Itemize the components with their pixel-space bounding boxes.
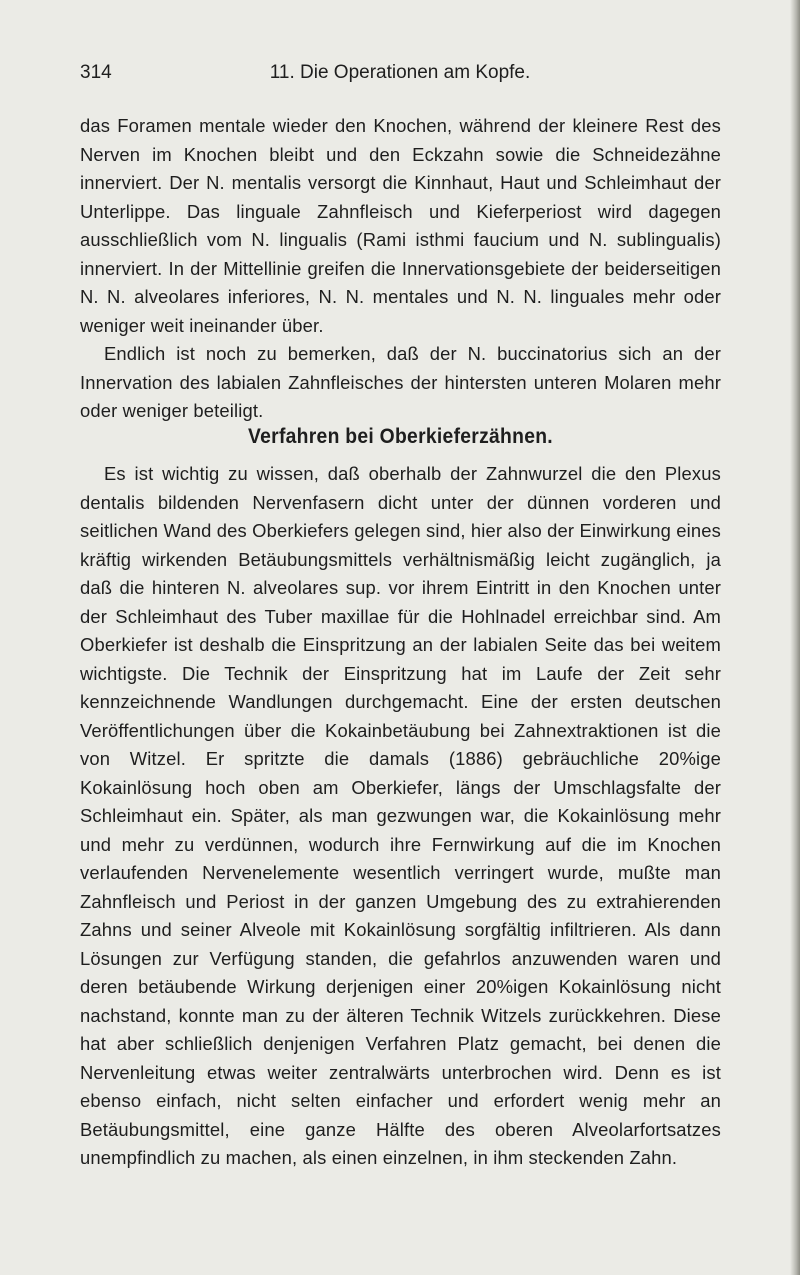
running-header [80, 62, 720, 92]
section-heading: Verfahren bei Oberkieferzähnen. [248, 425, 553, 448]
page-number: 314 [80, 62, 112, 83]
paragraph: Es ist wichtig zu wissen, daß oberhalb der Zahnwurzel die den Plexus dentalis bildenden Nervenfasern dicht unter der dünnen vorderen und seitlichen Wand des Oberkiefers gelegen sind, hier also der Einwirkung eines kräftig wirkenden Betäubungsmittels verhältnismäßig leicht zugänglich, ja daß die hinteren N. alveolares sup. vor ihrem Eintritt in den Knochen unter der Schleimhaut des Tuber maxillae für die Hohlnadel erreichbar sind. Am Oberkiefer ist deshalb die Einspritzung an der labialen Seite das bei weitem wichtigste. Die Technik der Einspritzung hat im Laufe der Zeit sehr kennzeichnende Wandlungen durchgemacht. Eine der ersten deutschen Veröffentlichungen über die Kokainbetäubung bei Zahnextraktionen ist die von Witzel. Er spritzte die damals (1886) gebräuchliche 20%ige Kokainlösung hoch oben am Oberkiefer, längs der Umschlagsfalte der Schleimhaut ein. Später, als man gezwungen war, die Kokainlösung mehr und mehr zu verdünnen, wodurch ihre Fernwirkung auf die im Knochen verlaufenden Nervenelemente wesentlich verringert wurde, mußte man Zahnfleisch und Periost in der ganzen Umgebung des zu extrahierenden Zahns und seiner Alveole mit Kokainlösung sorgfältig infiltrieren. Als dann Lösungen zur Verfügung standen, die gefahrlos anzuwenden waren und deren betäubende Wirkung derjenigen einer 20%igen Kokainlösung nicht nachstand, konnte man zu der älteren Technik Witzels zurückkehren. Diese hat aber schließlich denjenigen Verfahren Platz gemacht, bei denen die Nervenleitung etwas weiter zentralwärts unterbrochen wird. Denn es ist ebenso einfach, nicht selten einfacher und erfordert wenig mehr an Betäubungsmittel, eine ganze Hälfte des oberen Alveolarfortsatzes unempfindlich zu machen, als einen einzelnen, in ihm steckenden Zahn. [80, 463, 721, 1168]
body-text-section [80, 460, 721, 1173]
paragraph: das Foramen mentale wieder den Knochen, während der kleinere Rest des Nerven im Knochen bleibt und den Eckzahn sowie die Schneidezähne innerviert. Der N. mentalis versorgt die Kinnhaut, Haut und Schleimhaut der Unterlippe. Das linguale Zahnfleisch und Kieferperiost wird dagegen ausschließlich vom N. lingualis (Rami isthmi faucium und N. sublingualis) innerviert. In der Mittellinie greifen die Innervationsgebiete der beiderseitigen N. N. alveolares inferiores, N. N. mentales und N. N. linguales mehr oder weniger weit ineinander über. [80, 115, 721, 336]
body-text-top [80, 112, 721, 426]
running-title: 11. Die Operationen am Kopfe. [269, 62, 531, 83]
page-edge-shadow [790, 0, 800, 1275]
paragraph: Endlich ist noch zu bemerken, daß der N. buccinatorius sich an der Innervation des labialen Zahnfleisches der hintersten unteren Molaren mehr oder weniger beteiligt. [80, 343, 721, 421]
